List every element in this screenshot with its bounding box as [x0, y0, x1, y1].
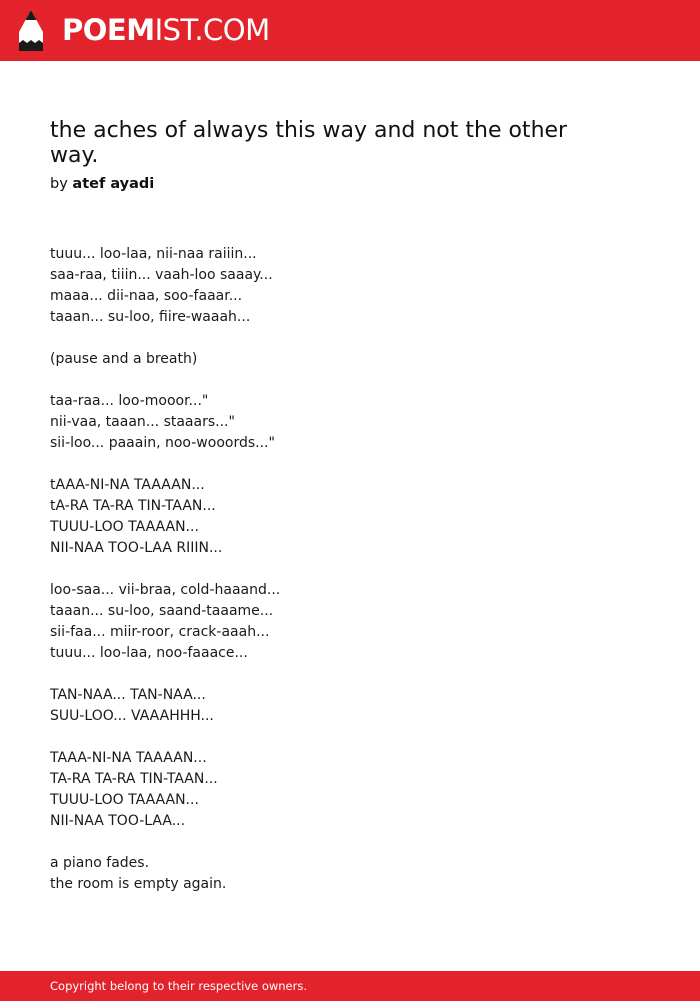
poem-line: maaa... dii-naa, soo-faaar... [50, 288, 243, 304]
site-footer [0, 971, 700, 1001]
stanza-break [50, 727, 280, 748]
poem-line: the room is empty again. [50, 876, 227, 892]
logo-text-bold: POEM [62, 13, 155, 47]
poem-line: sii-loo... paaain, noo-wooords..." [50, 435, 275, 451]
poem-line: NII-NAA TOO-LAA RIIIN... [50, 540, 223, 556]
stanza-break [50, 664, 280, 685]
stanza-break [50, 328, 280, 349]
by-label: by [50, 176, 68, 192]
poem-line: taa-raa... loo-mooor..." [50, 393, 209, 409]
poem-line: TUUU-LOO TAAAAN... [50, 519, 199, 535]
poem-title: the aches of always this way and not the other way. [50, 118, 568, 168]
poem-line: TA-RA TA-RA TIN-TAAN... [50, 771, 218, 787]
pencil-icon[interactable] [18, 10, 44, 51]
poem-line: saa-raa, tiiin... vaah-loo saaay... [50, 267, 273, 283]
stanza-break [50, 559, 280, 580]
logo-text-light: IST.COM [154, 13, 270, 47]
poem-line: TAAA-NI-NA TAAAAN... [50, 750, 207, 766]
site-logo[interactable] [62, 12, 270, 48]
author-name: atef ayadi [72, 176, 155, 192]
byline [50, 174, 154, 194]
poem-line: taaan... su-loo, saand-taaame... [50, 603, 274, 619]
poem-line: (pause and a breath) [50, 351, 198, 367]
poem-line: nii-vaa, taaan... staaars..." [50, 414, 235, 430]
poem-body [50, 244, 280, 895]
poem-line: tA-RA TA-RA TIN-TAAN... [50, 498, 216, 514]
poem-line: SUU-LOO... VAAAHHH... [50, 708, 214, 724]
poem-line: loo-saa... vii-braa, cold-haaand... [50, 582, 281, 598]
poem-line: TAN-NAA... TAN-NAA... [50, 687, 206, 703]
poem-line: tAAA-NI-NA TAAAAN... [50, 477, 205, 493]
poem-line: tuuu... loo-laa, noo-faaace... [50, 645, 248, 661]
poem-line: tuuu... loo-laa, nii-naa raiiin... [50, 246, 257, 262]
poem-line: sii-faa... miir-roor, crack-aaah... [50, 624, 270, 640]
poem-line: TUUU-LOO TAAAAN... [50, 792, 199, 808]
site-header [0, 0, 700, 61]
stanza-break [50, 454, 280, 475]
poem-line: NII-NAA TOO-LAA... [50, 813, 186, 829]
stanza-break [50, 370, 280, 391]
stanza-break [50, 832, 280, 853]
poem-line: a piano fades. [50, 855, 150, 871]
copyright-notice: Copyright belong to their respective owners. [50, 979, 308, 993]
poem-line: taaan... su-loo, fiire-waaah... [50, 309, 251, 325]
